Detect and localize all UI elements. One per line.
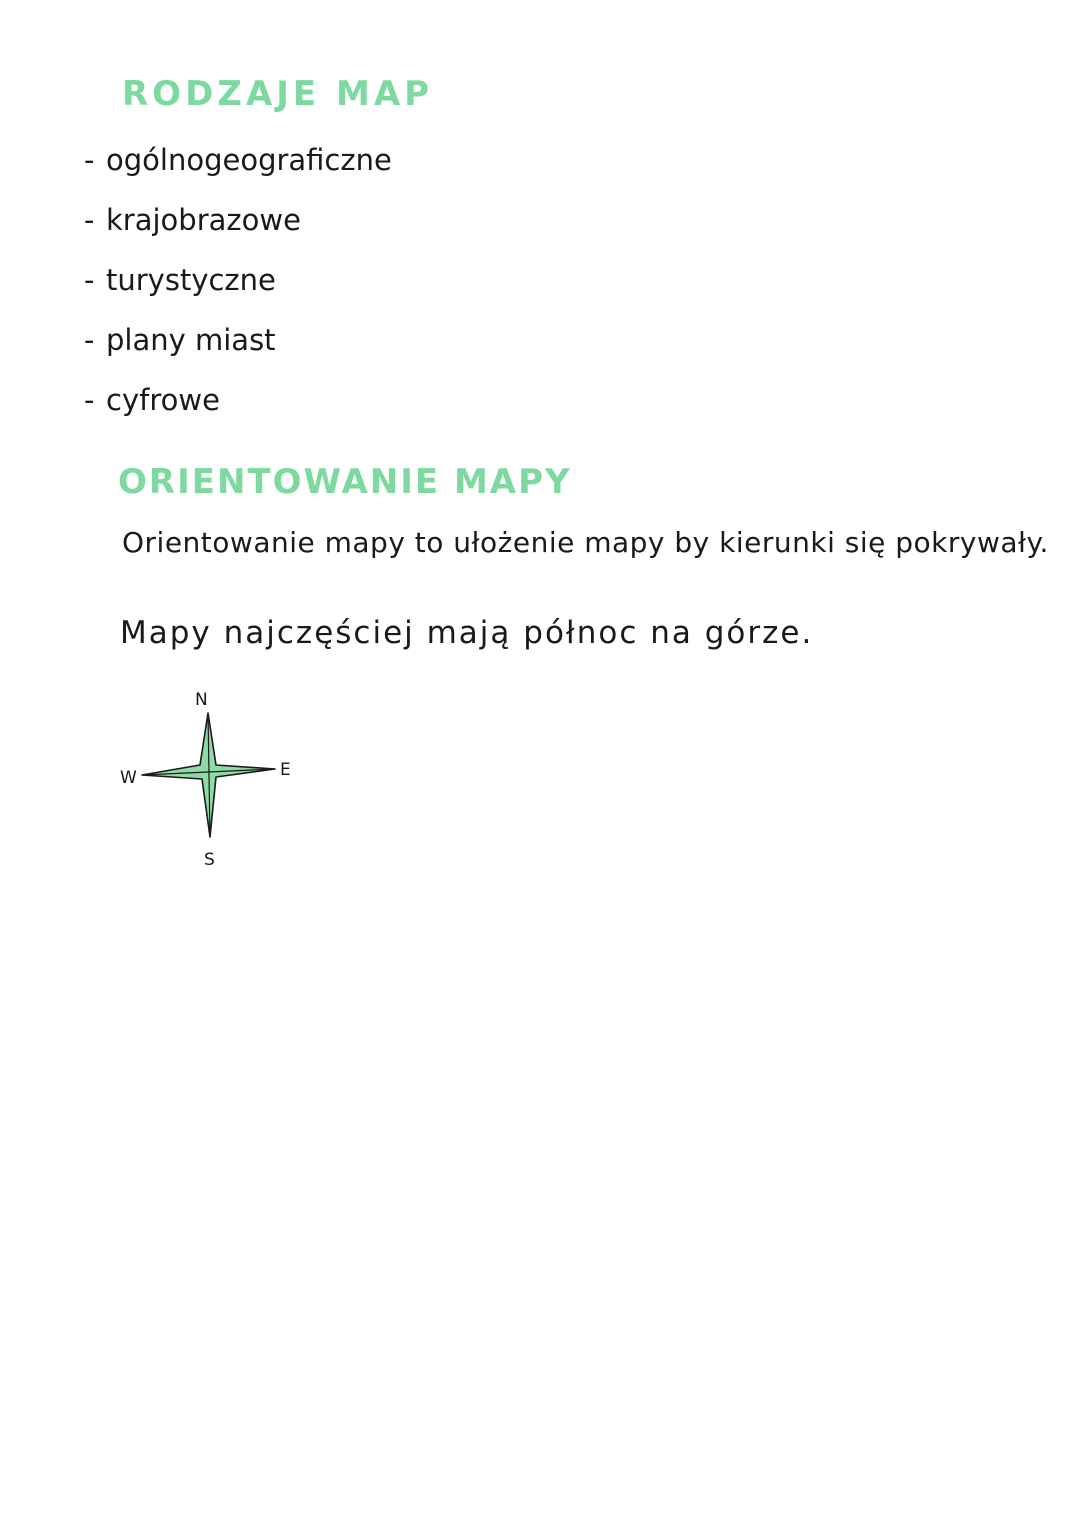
list-dash: - (84, 143, 95, 177)
list-item (84, 256, 392, 316)
section-heading-map-orientation: ORIENTOWANIE MAPY (118, 462, 572, 502)
list-item (84, 136, 392, 196)
list-item-text: cyfrowe (106, 383, 220, 417)
compass-rose-icon (110, 685, 310, 875)
compass-label-south: S (204, 850, 215, 870)
list-item (84, 196, 392, 256)
compass-label-east: E (280, 760, 291, 780)
list-item-text: ogólnogeograficzne (106, 143, 392, 177)
list-item-text: turystyczne (106, 263, 276, 297)
list-item (84, 376, 392, 436)
list-dash: - (84, 323, 95, 357)
list-item-text: plany miast (106, 323, 276, 357)
list-dash: - (84, 383, 95, 417)
section-heading-map-types: RODZAJE MAP (122, 74, 434, 114)
list-dash: - (84, 263, 95, 297)
north-up-note: Mapy najczęściej mają północ na górze. (120, 615, 814, 651)
list-dash: - (84, 203, 95, 237)
list-item (84, 316, 392, 376)
list-item-text: krajobrazowe (106, 203, 301, 237)
compass-label-north: N (195, 690, 208, 710)
map-types-list (84, 136, 392, 436)
compass-label-west: W (120, 768, 137, 788)
orientation-definition: Orientowanie mapy to ułożenie mapy by kierunki się pokrywały. (122, 526, 1049, 559)
compass-rose (110, 685, 310, 875)
